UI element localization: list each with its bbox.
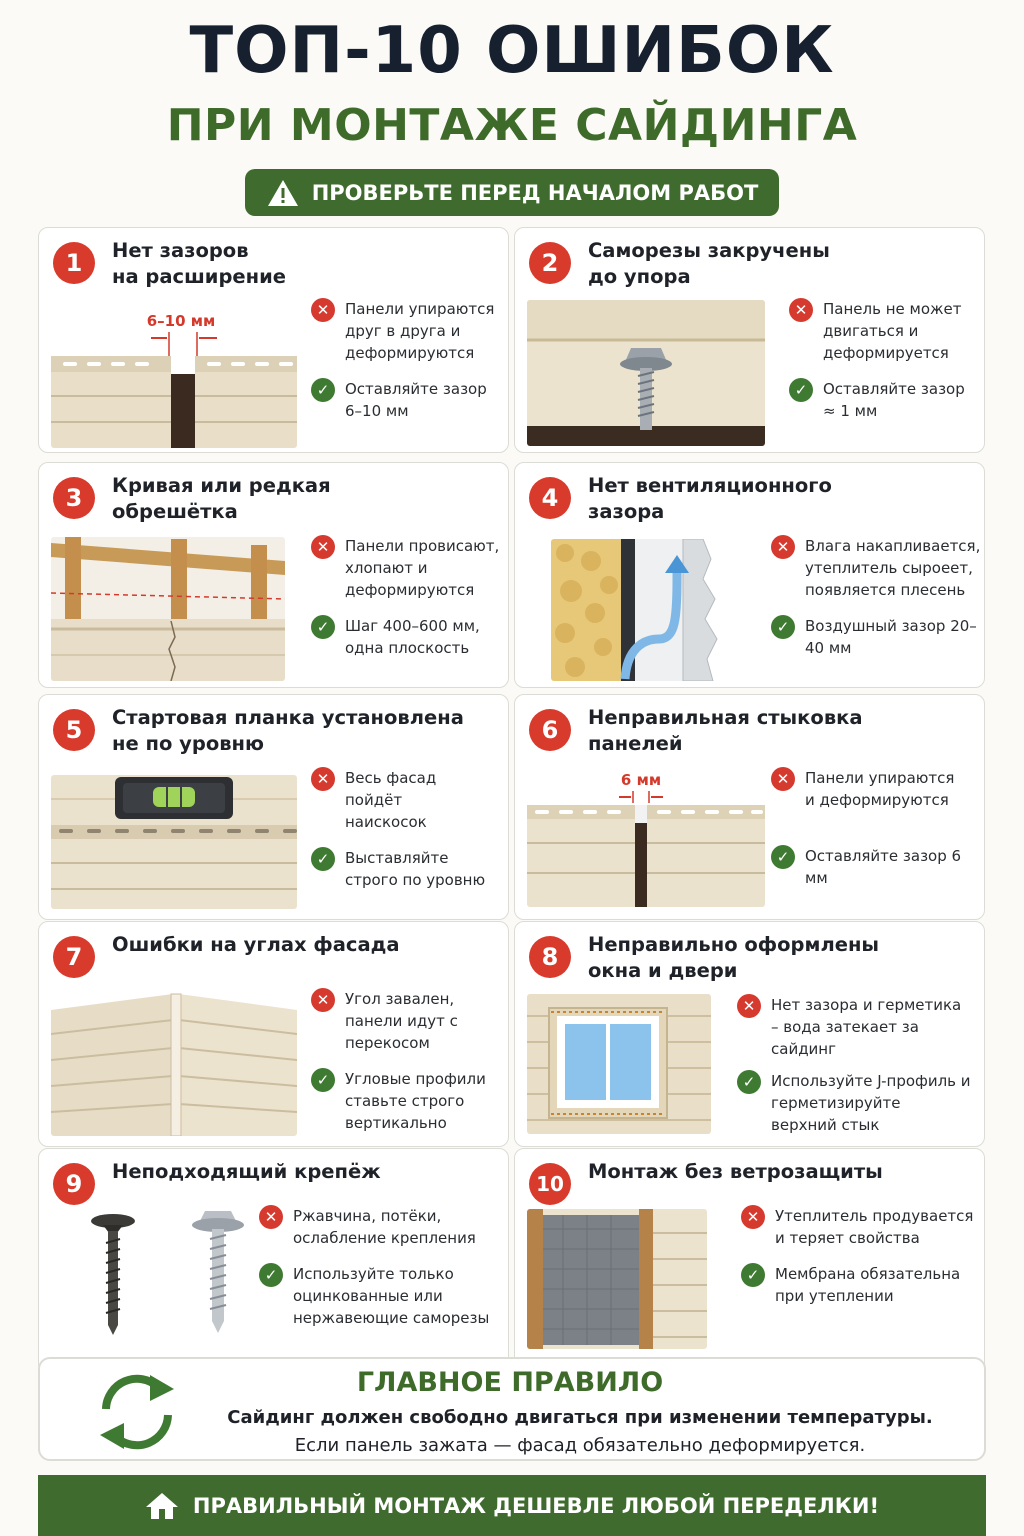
card-title-line-2: панелей [588, 732, 683, 755]
cross-icon: ✕ [311, 535, 335, 559]
card-points [311, 298, 501, 436]
cross-icon: ✕ [741, 1205, 765, 1229]
card-title [588, 932, 978, 984]
card-6 [514, 694, 985, 920]
card-5 [38, 694, 509, 920]
cycle-arrows-icon [92, 1369, 182, 1455]
good-point: ✓ Оставляйте зазор 6–10 мм [311, 378, 501, 422]
good-point: ✓ Оставляйте зазор ≈ 1 мм [789, 378, 979, 422]
card-title-line-1: Нет зазоров [112, 239, 249, 262]
card-points [311, 535, 501, 673]
card-10 [514, 1148, 985, 1374]
footer-banner [38, 1475, 986, 1536]
cross-icon: ✕ [771, 767, 795, 791]
badge-text: ПРОВЕРЬТЕ ПЕРЕД НАЧАЛОМ РАБОТ [311, 180, 759, 205]
joint-gap-label: 6 мм [620, 771, 662, 789]
cross-icon: ✕ [311, 298, 335, 322]
card-number: 6 [529, 709, 571, 751]
card-2 [514, 227, 985, 453]
card-points [259, 1205, 503, 1343]
window-illustration [527, 994, 711, 1134]
card-4 [514, 462, 985, 688]
check-icon: ✓ [259, 1263, 283, 1287]
good-point: ✓ Оставляйте зазор 6 мм [771, 845, 981, 889]
card-3 [38, 462, 509, 688]
bad-point: ✕ Панели провисают, хлопают и деформируются [311, 535, 501, 601]
card-title [588, 238, 978, 290]
bad-point: ✕ Влага накапливается, утеплитель сыроеет, появляется плесень [771, 535, 981, 601]
cross-icon: ✕ [311, 767, 335, 791]
ventilation-illustration [551, 539, 747, 681]
card-title [588, 705, 978, 757]
bad-point: ✕ Панель не может двигаться и деформируется [789, 298, 979, 364]
bad-point: ✕ Утеплитель продувается и теряет свойства [741, 1205, 979, 1249]
joint-illustration [527, 765, 765, 907]
card-points [741, 1205, 979, 1321]
level-illustration [51, 775, 297, 909]
good-point: ✓ Воздушный зазор 20–40 мм [771, 615, 981, 659]
card-title [112, 932, 502, 958]
card-points [789, 298, 979, 436]
good-point: ✓ Используйте только оцинкованные или нержавеющие саморезы [259, 1263, 503, 1329]
check-icon: ✓ [789, 378, 813, 402]
card-title-line-1: Неправильно оформлены [588, 933, 880, 956]
good-point: ✓ Угловые профили ставьте строго вертикально [311, 1068, 501, 1134]
page-title: ТОП-10 ОШИБОК [189, 14, 835, 88]
card-9 [38, 1148, 509, 1374]
card-title-line-2: обрешётка [112, 500, 238, 523]
card-number: 2 [529, 242, 571, 284]
card-8 [514, 921, 985, 1147]
bad-point: ✕ Угол завален, панели идут с перекосом [311, 988, 501, 1054]
siding-gap-illustration [51, 308, 297, 448]
good-point: ✓ Мембрана обязательна при утеплении [741, 1263, 979, 1307]
card-title [112, 238, 502, 290]
card-title-line-1: Кривая или редкая [112, 474, 331, 497]
check-icon: ✓ [737, 1070, 761, 1094]
card-points [311, 767, 501, 905]
main-rule-box [38, 1357, 986, 1461]
good-point: ✓ Выставляйте строго по уровню [311, 847, 501, 891]
card-number: 5 [53, 709, 95, 751]
card-7 [38, 921, 509, 1147]
card-title [588, 473, 978, 525]
rule-title: ГЛАВНОЕ ПРАВИЛО [356, 1367, 664, 1398]
card-number: 7 [53, 936, 95, 978]
check-icon: ✓ [311, 1068, 335, 1092]
card-title [112, 1159, 502, 1185]
cross-icon: ✕ [737, 994, 761, 1018]
card-title-line-1: Ошибки на углах фасада [112, 933, 400, 956]
card-1 [38, 227, 509, 453]
check-icon: ✓ [311, 378, 335, 402]
card-title-line-1: Стартовая планка установлена [112, 706, 464, 729]
card-title-line-1: Неправильная стыковка [588, 706, 863, 729]
check-icon: ✓ [311, 847, 335, 871]
check-icon: ✓ [771, 845, 795, 869]
gap-label: 6–10 мм [146, 312, 216, 330]
good-point: ✓ Шаг 400–600 мм, одна плоскость [311, 615, 501, 659]
batten-illustration [51, 537, 285, 681]
card-number: 4 [529, 477, 571, 519]
card-title-line-1: Саморезы закручены [588, 239, 830, 262]
card-number: 3 [53, 477, 95, 519]
page-subtitle: ПРИ МОНТАЖЕ САЙДИНГА [166, 100, 858, 151]
card-points [737, 994, 977, 1150]
card-title-line-1: Неподходящий крепёж [112, 1160, 381, 1183]
bad-point: ✕ Весь фасад пойдёт наискосок [311, 767, 501, 833]
cross-icon: ✕ [771, 535, 795, 559]
check-badge [245, 169, 779, 216]
card-points [771, 535, 981, 673]
screw-tight-illustration [527, 300, 765, 446]
good-point: ✓ Используйте J-профиль и герметизируйте верхний стык [737, 1070, 977, 1136]
card-title-line-2: зазора [588, 500, 665, 523]
check-icon: ✓ [311, 615, 335, 639]
card-title [112, 473, 502, 525]
card-title-line-1: Монтаж без ветрозащиты [588, 1160, 883, 1183]
card-number: 8 [529, 936, 571, 978]
card-number: 10 [529, 1163, 571, 1205]
warning-icon [266, 178, 300, 208]
card-points [771, 767, 981, 903]
cross-icon: ✕ [259, 1205, 283, 1229]
bad-point: ✕ Панели упираются друг в друга и деформируются [311, 298, 501, 364]
check-icon: ✓ [771, 615, 795, 639]
bad-point: ✕ Нет зазора и герметика – вода затекает за сайдинг [737, 994, 977, 1060]
cross-icon: ✕ [311, 988, 335, 1012]
house-icon [145, 1491, 179, 1521]
rule-line-1: Сайдинг должен свободно двигаться при изменении температуры. [227, 1407, 933, 1428]
card-title-line-2: не по уровню [112, 732, 264, 755]
bad-point: ✕ Ржавчина, потёки, ослабление крепления [259, 1205, 503, 1249]
wind-barrier-illustration [527, 1209, 707, 1349]
corner-illustration [51, 988, 297, 1136]
cross-icon: ✕ [789, 298, 813, 322]
fasteners-illustration [83, 1209, 253, 1339]
card-number: 1 [53, 242, 95, 284]
card-title [112, 705, 502, 757]
card-points [311, 988, 501, 1148]
card-title-line-2: на расширение [112, 265, 287, 288]
rule-line-2: Если панель зажата — фасад обязательно деформируется. [294, 1435, 866, 1456]
card-title-line-2: до упора [588, 265, 691, 288]
card-title [588, 1159, 978, 1185]
bad-point: ✕ Панели упираются и деформируются [771, 767, 981, 811]
card-title-line-2: окна и двери [588, 959, 738, 982]
footer-text: ПРАВИЛЬНЫЙ МОНТАЖ ДЕШЕВЛЕ ЛЮБОЙ ПЕРЕДЕЛКИ! [192, 1493, 880, 1518]
check-icon: ✓ [741, 1263, 765, 1287]
card-number: 9 [53, 1163, 95, 1205]
card-title-line-1: Нет вентиляционного [588, 474, 832, 497]
